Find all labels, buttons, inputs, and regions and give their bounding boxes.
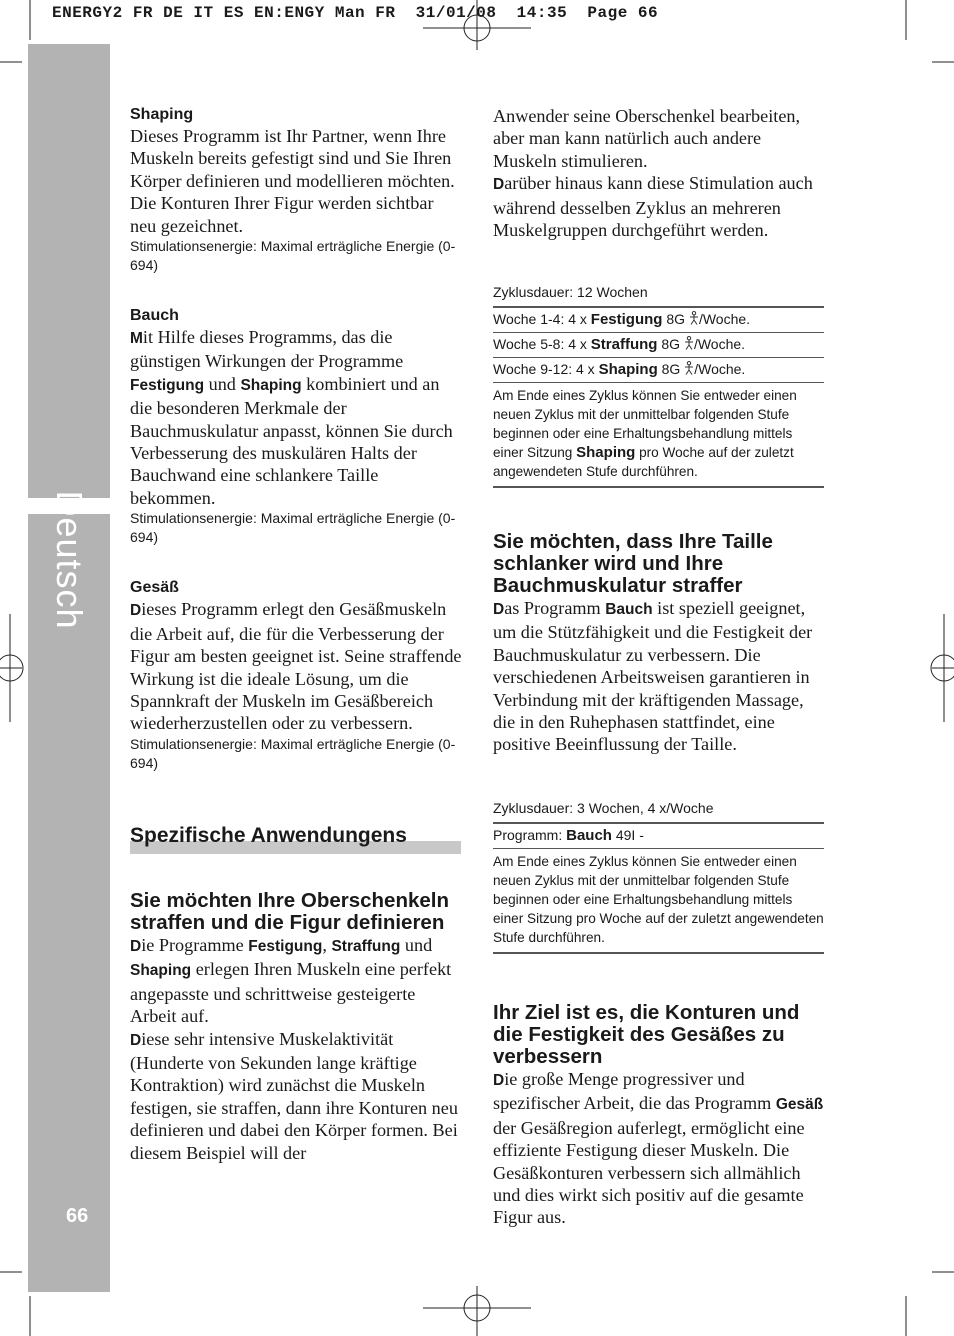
gesass-ziel-text: ie große Menge progressiver und spezifischer Arbeit, die das Programm [493, 1069, 772, 1114]
bauch-section [130, 306, 464, 547]
bauch-text-1: it Hilfe dieses Programms, das die günstigen Wirkungen der Programme [130, 327, 404, 372]
program-code: 8G [661, 361, 681, 377]
gesass-text: ieses Programm erlegt den Gesäßmuskeln die Arbeit auf, die für die Verbesserung der Figur am besten geeignet ist. Seine straffende Wirkung ist die ideale Lösung, um die Spannkraft der Muskeln im Gesäßbereich wiederherzustellen oder zu verbessern. [130, 599, 462, 734]
row-label: Programm: [493, 827, 563, 843]
shaping-section [130, 105, 464, 275]
crop-mark-icon [906, 1272, 954, 1336]
table-note [493, 383, 824, 488]
stimulation-text: arüber hinaus kann diese Stimulation auch während desselben Zyklus an mehreren Muskelgruppen durchgeführt werden. [493, 173, 813, 241]
program-name: Bauch [605, 601, 653, 618]
program-name: Festigung [248, 938, 323, 955]
left-column [130, 105, 464, 773]
taille-text: ist speziell geeignet, um die Stützfähigkeit und die Festigkeit der Bauchmuskulatur zu verbessern. Die verschiedenen Arbeitsweisen garantieren in Verbindung mit der kräftigenden Massage, die in den Ruhephasen stattfindet, eine positive Beeinflussung der Taille. [493, 598, 813, 755]
note-text: pro Woche auf der zuletzt angewendeten Stufe durchführen. [493, 445, 794, 479]
bauch-und: und [208, 373, 236, 394]
bauch-heading: Bauch [130, 307, 179, 325]
drop-initial: D [493, 176, 505, 194]
person-figure-icon [684, 336, 694, 350]
drop-initial: D [130, 602, 142, 620]
registration-crosshair-icon [0, 614, 23, 722]
program-code: 49I - [615, 827, 644, 843]
program-name: Straffung [590, 336, 658, 353]
registration-crosshair-icon [423, 1286, 531, 1336]
oberschenkel-heading: Sie möchten Ihre Oberschenkeln straffen und die Figur definieren [130, 889, 449, 934]
page-number: 66 [66, 1205, 89, 1227]
drop-initial: D [130, 1031, 142, 1049]
table-caption: Zyklusdauer: 3 Wochen, 4 x/Woche [493, 799, 824, 824]
drop-initial: M [130, 330, 143, 348]
row-label: Woche 9-12: 4 x [493, 361, 595, 377]
cycle-table-3-weeks [493, 799, 824, 954]
oberschenkel-und: und [404, 935, 433, 955]
bauch-body [130, 326, 464, 509]
oberschenkel-text: erlegen Ihren Muskeln eine perfekt angepasste und schrittweise gesteigerte Arbeit auf. [130, 959, 452, 1027]
oberschenkel-section [130, 890, 464, 1164]
side-tab-band [28, 44, 110, 1292]
program-name: Shaping [240, 376, 302, 394]
drop-initial: D [130, 938, 142, 955]
row-label: Woche 5-8: 4 x [493, 336, 587, 352]
table-note: Am Ende eines Zyklus können Sie entweder einen neuen Zyklus mit der unmittelbar folgenden Stufe beginnen oder eine Erhaltungsbehandlung mittels einer Sitzung pro Woche auf der zuletzt angewendeten Stufe durchführen. [493, 849, 824, 954]
row-frequency: /Woche. [693, 336, 746, 352]
gesass-ziel-heading: Ihr Ziel ist es, die Konturen und die Festigkeit des Gesäßes zu verbessern [493, 1001, 800, 1068]
right-column [493, 105, 826, 241]
program-name: Festigung [590, 311, 663, 328]
person-figure-icon [689, 311, 699, 325]
note-text: Am Ende eines Zyklus können Sie entweder einen neuen Zyklus mit der unmittelbar folgenden Stufe beginnen oder eine Erhaltungsbehandlung mittels einer Sitzung [493, 388, 797, 460]
oberschenkel-paragraph-2 [130, 1028, 464, 1164]
taille-section [493, 531, 826, 756]
crop-mark-icon [0, 0, 30, 62]
shaping-body: Dieses Programm ist Ihr Partner, wenn Ihre Muskeln bereits gefestigt sind und Sie Ihren Körper definieren und modellieren möchten. Die Konturen Ihrer Figur werden sichtbar neu gezeichnet. [130, 126, 455, 236]
shaping-energy: Stimulationsenergie: Maximal erträgliche Energie (0-694) [130, 238, 456, 274]
registration-crosshair-icon [931, 614, 954, 722]
crop-mark-icon [0, 1272, 30, 1336]
bauch-energy: Stimulationsenergie: Maximal erträgliche Energie (0-694) [130, 510, 456, 546]
program-name: Shaping [576, 444, 636, 461]
row-frequency: /Woche. [698, 311, 751, 327]
gesass-heading: Gesäß [130, 579, 179, 597]
taille-heading: Sie möchten, dass Ihre Taille schlanker wird und Ihre Bauchmuskulatur straffer [493, 530, 773, 597]
continuation-paragraph: Anwender seine Oberschenkel bearbeiten, aber man kann natürlich auch andere Muskeln stimulieren. [493, 106, 801, 171]
program-code: 8G [661, 336, 681, 352]
crop-mark-icon [906, 0, 954, 62]
program-name: Straffung [331, 938, 401, 955]
cycle-table-12-weeks [493, 283, 824, 488]
table-caption: Zyklusdauer: 12 Wochen [493, 283, 824, 308]
oberschenkel-text: ie Programme [141, 935, 244, 955]
gesass-section [130, 578, 464, 772]
row-frequency: /Woche. [694, 361, 746, 377]
person-figure-icon [684, 361, 694, 375]
table-row [493, 358, 824, 383]
gesass-energy: Stimulationsenergie: Maximal erträgliche Energie (0-694) [130, 735, 456, 771]
table-row [493, 308, 824, 333]
program-code: 8G [666, 311, 686, 327]
language-tab-label: Deutsch [49, 490, 90, 630]
gesass-ziel-section [493, 1002, 826, 1229]
section-title: Spezifische Anwendungens [130, 824, 407, 847]
oberschenkel-text: iese sehr intensive Muskelaktivität (Hunderte von Sekunden lange kräftige Kontraktion) wird zunächst die Muskeln festigen, sie straffen, dann ihre Konturen neu definieren und dabei den Körper formen. Bei diesem Beispiel will der [130, 1028, 458, 1163]
drop-initial: D [493, 601, 505, 618]
taille-body [493, 597, 826, 756]
program-name: Gesäß [775, 1096, 824, 1114]
table-row [493, 824, 824, 849]
row-label: Woche 1-4: 4 x [493, 311, 587, 327]
gesass-body [130, 598, 464, 734]
table-row [493, 333, 824, 358]
gesass-ziel-text: der Gesäßregion auferlegt, ermöglicht eine effiziente Festigung dieser Muskeln. Die Gesäßkonturen verbessern sich allmählich und dies wirkt sich positiv auf die gesamte Figur aus. [493, 1117, 805, 1228]
program-name: Festigung [130, 376, 205, 394]
shaping-heading: Shaping [130, 106, 194, 123]
comma: , [322, 935, 327, 955]
taille-text: as Programm [504, 598, 601, 618]
section-title-bar [130, 824, 461, 854]
stimulation-paragraph [493, 172, 826, 241]
oberschenkel-paragraph-1 [130, 934, 464, 1028]
drop-initial: D [493, 1072, 505, 1089]
print-header: ENERGY2 FR DE IT ES EN:ENGY Man FR 31/01/08 14:35 Page 66 [52, 4, 659, 22]
gesass-ziel-body [493, 1068, 826, 1229]
bauch-text-2: kombiniert und an die besonderen Merkmale der Bauchmuskulatur anpasst, können Sie durch Verbesserung des muskulären Halts der Bauchwand eine schlankere Taille bekommen. [130, 373, 453, 508]
program-name: Shaping [130, 962, 192, 980]
program-name: Shaping [598, 361, 658, 378]
program-name: Bauch [566, 827, 612, 844]
